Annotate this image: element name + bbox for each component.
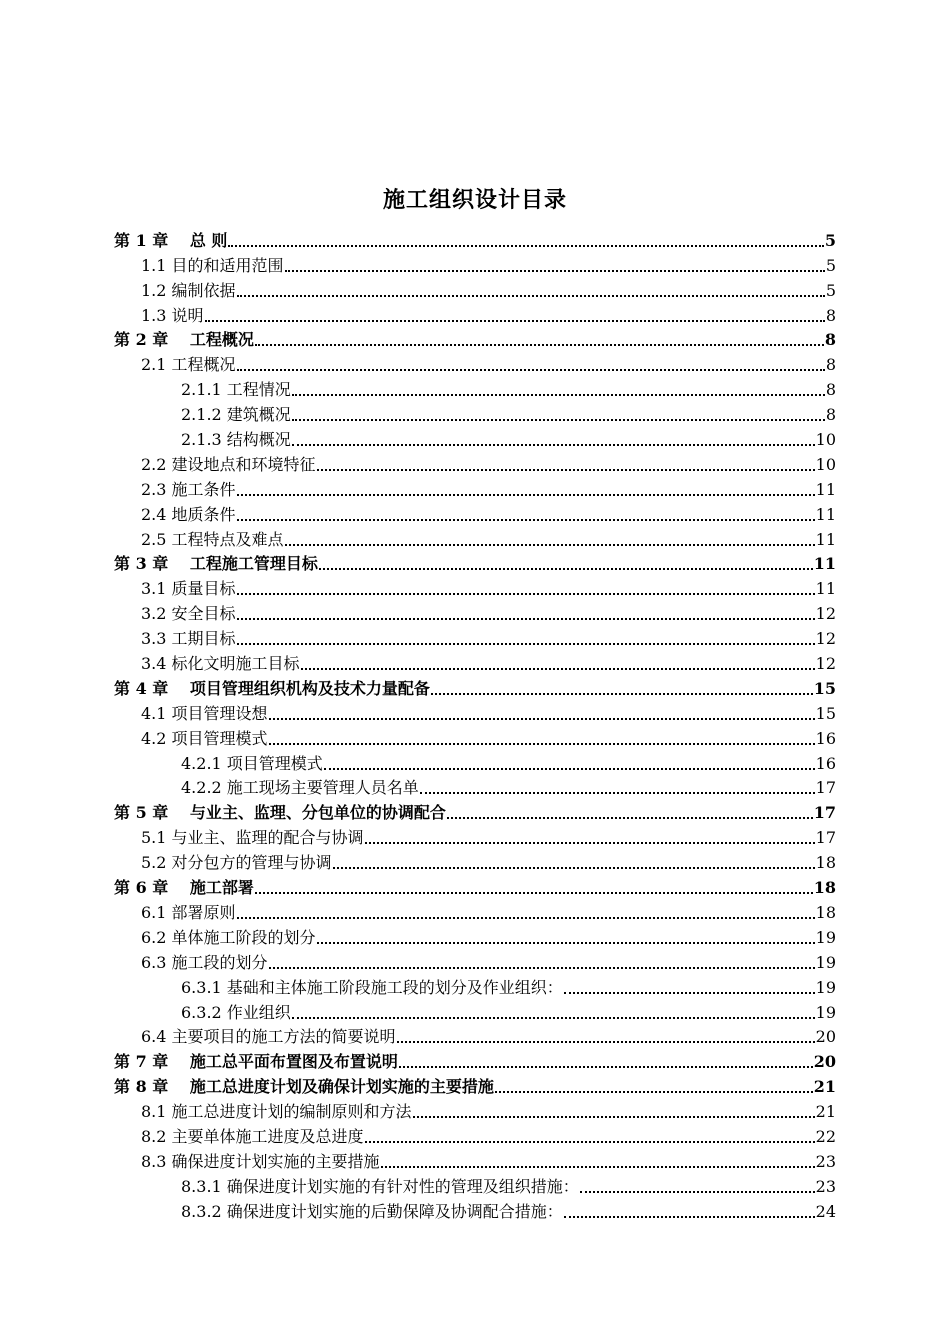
toc-entry-text: 4.2.1 项目管理模式 <box>181 753 323 773</box>
toc-page-number: 19 <box>815 1002 836 1022</box>
toc-section-entry[interactable] <box>114 649 836 674</box>
toc-page-number: 11 <box>815 579 836 599</box>
toc-chapter-entry[interactable] <box>114 674 836 699</box>
dot-leader <box>381 1166 815 1168</box>
toc-section-entry[interactable] <box>114 375 836 400</box>
toc-entry-text: 第 8 章 施工总进度计划及确保计划实施的主要措施 <box>114 1077 494 1097</box>
toc-page-number: 19 <box>815 977 836 997</box>
dot-leader <box>255 892 813 894</box>
dot-leader <box>237 917 815 919</box>
dot-leader <box>205 320 825 322</box>
dot-leader <box>365 842 815 844</box>
toc-section-entry[interactable] <box>114 948 836 973</box>
toc-page-number: 11 <box>815 479 836 499</box>
dot-leader <box>285 544 815 546</box>
toc-entry-text: 8.3 确保进度计划实施的主要措施 <box>141 1151 380 1171</box>
toc-page-number: 20 <box>813 1052 836 1072</box>
toc-page-number: 11 <box>815 504 836 524</box>
toc-page-number: 11 <box>813 554 836 574</box>
dot-leader <box>317 469 815 471</box>
toc-entry-text: 5.2 对分包方的管理与协调 <box>141 853 332 873</box>
toc-entry-text: 1.3 说明 <box>141 305 204 325</box>
toc-section-entry[interactable] <box>114 400 836 425</box>
toc-page-number: 8 <box>825 305 836 325</box>
toc-entry-text: 2.2 建设地点和环境特征 <box>141 454 316 474</box>
toc-page-number: 18 <box>815 853 836 873</box>
toc-page-number: 12 <box>815 654 836 674</box>
dot-leader <box>564 992 815 994</box>
dot-leader <box>397 1041 815 1043</box>
dot-leader <box>228 245 823 247</box>
toc-section-entry[interactable] <box>114 848 836 873</box>
dot-leader <box>495 1091 813 1093</box>
toc-entry-text: 6.2 单体施工阶段的划分 <box>141 927 316 947</box>
toc-page-number: 11 <box>815 529 836 549</box>
toc-entry-text: 第 6 章 施工部署 <box>114 878 254 898</box>
dot-leader <box>237 643 815 645</box>
toc-page-number: 12 <box>815 604 836 624</box>
toc-section-entry[interactable] <box>114 525 836 550</box>
toc-chapter-entry[interactable] <box>114 550 836 575</box>
toc-page-number: 15 <box>813 678 836 698</box>
toc-section-entry[interactable] <box>114 1147 836 1172</box>
toc-entry-text: 第 3 章 工程施工管理目标 <box>114 554 318 574</box>
toc-page-number: 24 <box>815 1201 836 1221</box>
toc-section-entry[interactable] <box>114 425 836 450</box>
dot-leader <box>237 494 815 496</box>
toc-page-number: 5 <box>825 255 836 275</box>
dot-leader <box>413 1116 815 1118</box>
dot-leader <box>399 1066 813 1068</box>
toc-entry-text: 2.1.3 结构概况 <box>181 430 291 450</box>
toc-entry-text: 第 2 章 工程概况 <box>114 330 254 350</box>
toc-entry-text: 3.4 标化文明施工目标 <box>141 654 300 674</box>
toc-section-entry[interactable] <box>114 301 836 326</box>
toc-entry-text: 4.2 项目管理模式 <box>141 728 268 748</box>
toc-entry-text: 3.1 质量目标 <box>141 579 236 599</box>
toc-entry-text: 1.1 目的和适用范围 <box>141 255 284 275</box>
dot-leader <box>269 743 815 745</box>
toc-entry-text: 6.3.2 作业组织 <box>181 1002 291 1022</box>
toc-page-number: 19 <box>815 927 836 947</box>
toc-entry-text: 4.1 项目管理设想 <box>141 703 268 723</box>
dot-leader <box>317 942 815 944</box>
toc-page-number: 17 <box>813 803 836 823</box>
toc-page-number: 21 <box>813 1077 836 1097</box>
dot-leader <box>269 718 815 720</box>
toc-section-entry[interactable] <box>114 599 836 624</box>
dot-leader <box>564 1216 815 1218</box>
toc-page-number: 10 <box>815 454 836 474</box>
document-title: 施工组织设计目录 <box>382 187 567 213</box>
toc-entry-text: 8.1 施工总进度计划的编制原则和方法 <box>141 1102 412 1122</box>
toc-entry-text: 第 1 章 总 则 <box>114 230 228 250</box>
toc-section-entry[interactable] <box>114 823 836 848</box>
toc-section-entry[interactable] <box>114 898 836 923</box>
toc-entry-text: 3.3 工期目标 <box>141 629 236 649</box>
toc-page-number: 23 <box>815 1151 836 1171</box>
dot-leader <box>301 668 815 670</box>
dot-leader <box>580 1191 815 1193</box>
toc-section-entry[interactable] <box>114 724 836 749</box>
toc-section-entry[interactable] <box>114 1097 836 1122</box>
table-of-contents <box>114 226 836 1222</box>
dot-leader <box>237 618 815 620</box>
dot-leader <box>285 270 825 272</box>
toc-section-entry[interactable] <box>114 500 836 525</box>
toc-section-entry[interactable] <box>114 774 836 799</box>
dot-leader <box>292 394 825 396</box>
toc-entry-text: 2.1 工程概况 <box>141 355 236 375</box>
toc-page-number: 10 <box>815 430 836 450</box>
toc-entry-text: 6.3.1 基础和主体施工阶段施工段的划分及作业组织： <box>181 977 563 997</box>
dot-leader <box>237 593 815 595</box>
toc-entry-text: 2.1.2 建筑概况 <box>181 405 291 425</box>
toc-page-number: 16 <box>815 728 836 748</box>
toc-page-number: 18 <box>813 878 836 898</box>
toc-entry-text: 第 4 章 项目管理组织机构及技术力量配备 <box>114 678 430 698</box>
toc-entry-text: 5.1 与业主、监理的配合与协调 <box>141 828 364 848</box>
toc-entry-text: 6.3 施工段的划分 <box>141 952 268 972</box>
toc-page-number: 8 <box>824 330 836 350</box>
toc-section-entry[interactable] <box>114 475 836 500</box>
toc-page-number: 23 <box>815 1176 836 1196</box>
toc-entry-text: 2.4 地质条件 <box>141 504 236 524</box>
toc-section-entry[interactable] <box>114 973 836 998</box>
toc-page-number: 8 <box>825 405 836 425</box>
toc-entry-text: 4.2.2 施工现场主要管理人员名单 <box>181 778 419 798</box>
dot-leader <box>269 967 815 969</box>
toc-page-number: 21 <box>815 1102 836 1122</box>
toc-page-number: 15 <box>815 703 836 723</box>
toc-chapter-entry[interactable] <box>114 326 836 351</box>
dot-leader <box>333 867 815 869</box>
toc-page-number: 18 <box>815 902 836 922</box>
toc-chapter-entry[interactable] <box>114 873 836 898</box>
toc-page-number: 8 <box>825 355 836 375</box>
toc-page-number: 20 <box>815 1027 836 1047</box>
dot-leader <box>292 444 815 446</box>
toc-page-number: 19 <box>815 952 836 972</box>
toc-section-entry[interactable] <box>114 251 836 276</box>
toc-entry-text: 1.2 编制依据 <box>141 280 236 300</box>
dot-leader <box>431 693 813 695</box>
toc-section-entry[interactable] <box>114 574 836 599</box>
toc-section-entry[interactable] <box>114 1197 836 1222</box>
toc-page-number: 12 <box>815 629 836 649</box>
dot-leader <box>420 792 815 794</box>
toc-page-number: 5 <box>825 280 836 300</box>
toc-page-number: 22 <box>815 1126 836 1146</box>
toc-entry-text: 8.2 主要单体施工进度及总进度 <box>141 1126 364 1146</box>
dot-leader <box>324 768 815 770</box>
toc-section-entry[interactable] <box>114 1122 836 1147</box>
toc-section-entry[interactable] <box>114 450 836 475</box>
dot-leader <box>365 1141 815 1143</box>
toc-section-entry[interactable] <box>114 1172 836 1197</box>
toc-entry-text: 6.4 主要项目的施工方法的简要说明 <box>141 1027 396 1047</box>
toc-entry-text: 第 7 章 施工总平面布置图及布置说明 <box>114 1052 398 1072</box>
toc-entry-text: 8.3.2 确保进度计划实施的后勤保障及协调配合措施： <box>181 1201 563 1221</box>
toc-page-number: 16 <box>815 753 836 773</box>
toc-entry-text: 8.3.1 确保进度计划实施的有针对性的管理及组织措施： <box>181 1176 579 1196</box>
toc-page-number: 5 <box>824 230 836 250</box>
toc-entry-text: 第 5 章 与业主、监理、分包单位的协调配合 <box>114 803 446 823</box>
toc-entry-text: 2.3 施工条件 <box>141 479 236 499</box>
dot-leader <box>292 1017 815 1019</box>
toc-section-entry[interactable] <box>114 1023 836 1048</box>
toc-section-entry[interactable] <box>114 998 836 1023</box>
toc-page-number: 17 <box>815 828 836 848</box>
toc-section-entry[interactable] <box>114 624 836 649</box>
dot-leader <box>237 519 815 521</box>
toc-page-number: 17 <box>815 778 836 798</box>
toc-section-entry[interactable] <box>114 276 836 301</box>
toc-section-entry[interactable] <box>114 350 836 375</box>
toc-entry-text: 2.1.1 工程情况 <box>181 380 291 400</box>
toc-page-number: 8 <box>825 380 836 400</box>
toc-chapter-entry[interactable] <box>114 798 836 823</box>
toc-chapter-entry[interactable] <box>114 226 836 251</box>
toc-entry-text: 6.1 部署原则 <box>141 902 236 922</box>
toc-section-entry[interactable] <box>114 923 836 948</box>
toc-section-entry[interactable] <box>114 699 836 724</box>
dot-leader <box>237 295 825 297</box>
dot-leader <box>255 344 824 346</box>
toc-entry-text: 2.5 工程特点及难点 <box>141 529 284 549</box>
dot-leader <box>237 369 825 371</box>
toc-chapter-entry[interactable] <box>114 1047 836 1072</box>
toc-section-entry[interactable] <box>114 749 836 774</box>
dot-leader <box>447 817 813 819</box>
toc-entry-text: 3.2 安全目标 <box>141 604 236 624</box>
toc-chapter-entry[interactable] <box>114 1072 836 1097</box>
dot-leader <box>292 419 825 421</box>
dot-leader <box>319 568 813 570</box>
